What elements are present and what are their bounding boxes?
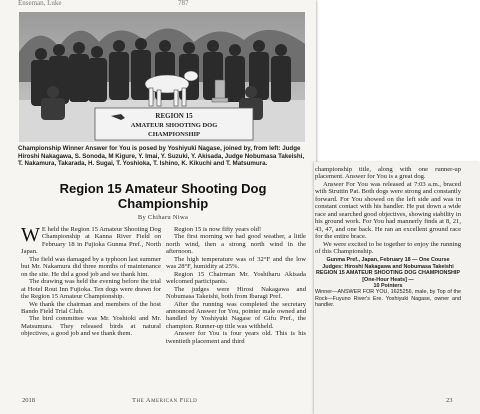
paragraph: After the running was completed the secretary announced Answer for You, pointer male owned and handled by Yoshiyuki Nagase of Gifu Pref., the champion. Runner-up title was withheld. [166, 300, 306, 330]
paragraph: The bird committee was Mr. Yoshioki and Mr. Matsumura. They released birds at natural objectives, a good job and we thank them. [21, 315, 161, 338]
paragraph: Region 15 Chairman Mr. Yoshiharu Akisada welcomed participants. [166, 270, 306, 286]
paragraph: championship title, along with one runner-up placement. Answer for You is a great dog. [315, 166, 461, 181]
paragraph: The judges were Hirosi Nakagawa and Nobumasa Takeishi, both from Ibaragi Pref. [166, 285, 306, 301]
article-headline: Region 15 Amateur Shooting Dog Championship [59, 181, 267, 211]
banner-line-3: CHAMPIONSHIP [148, 131, 200, 138]
paragraph-text: E held the Region 15 Amateur Shooting Dog Championship at Kanna River Field on February 18 in Fujioka Gunma Pref., North Japan. [21, 226, 161, 256]
results-winner: Winner—ANSWER FOR YOU, 1625256, male, by Top of the Rock—Fuyuno River's Ere. Yoshiyuki Nagase, owner and handler. [315, 289, 461, 309]
results-title: REGION 15 AMATEUR SHOOTING DOG CHAMPIONSHIP [One-Hour Heats] — [315, 270, 461, 283]
article-column-1 [21, 226, 161, 338]
banner-line-2: AMATEUR SHOOTING DOG [130, 122, 218, 129]
previous-page-number: 787 [178, 0, 189, 7]
drop-cap: W [21, 224, 40, 246]
paragraph: Answer for You is four years old. This is his twentieth placement and third [166, 330, 306, 345]
article-column-2 [166, 226, 306, 345]
article-column-3 [315, 166, 461, 309]
results-entries: 10 Pointers [373, 283, 403, 290]
results-judges: Judges: Hiroshi Nakagawa and Nobumasa Takeishi [322, 263, 454, 270]
paragraph: We thank the chairman and members of the host Bando Field Trial Club. [21, 300, 161, 315]
group-photo [19, 12, 305, 142]
paragraph: We were excited to be together to enjoy the running of this Championship. [315, 240, 461, 255]
paragraph: The field was damaged by a typhoon last summer but Mr. Nakamura did three months of maintenance on the site. He did a good job and we thank him. [21, 255, 161, 278]
photo-caption: Championship Winner Answer for You is posed by Yoshiyuki Nagase, joined by, from left: Judge Hiroshi Nakagawa, S. Sonoda, M Kigure, Y. Imai, Y. Suzuki, Y. Akisada, Judge Nobumasa Takeishi, T. Nakamura, Takarada, H. Sugai, T. Yoshioka, T. Ishino, K. Kikuchi and T. Matsumura. [18, 145, 305, 168]
results-location: Gunma Pref., Japan, February 18 — One Course [326, 257, 450, 264]
paragraph: The first morning we had good weather, a little north wind, then a strong north wind in the afternoon. [166, 233, 306, 256]
paragraph: The high temperature was of 32°F and the low was 28°F, humidity at 25%. [166, 255, 306, 271]
paragraph [21, 226, 161, 256]
paragraph: Region 15 is now fifty years old! [174, 226, 262, 233]
left-page-number: 2018 [22, 397, 35, 404]
right-page-number: 23 [446, 397, 453, 404]
magazine-name: The American Field [132, 397, 198, 404]
group-photo-graphic [19, 12, 305, 142]
previous-page-strip [18, 0, 304, 8]
paragraph: The drawing was held the evening before the trial at Hotel Rout Inn Fujioka. Ten dogs were drawn for the Region 15 Amateur Championship. [21, 278, 161, 301]
article-byline: By Chiharu Niwa [137, 214, 189, 221]
previous-page-text: Enseman, Luke [18, 0, 62, 7]
results-block [315, 257, 461, 308]
banner-line-1: REGION 15 [155, 112, 193, 120]
paragraph: Answer For You was released at 7:03 a.m., braced with Struttin Pat. Both dogs were strong and constantly forward. For You showed on the left side and was in constant contact with his handler. He put down a wide race and searched good objectives, showing stability in his ground work. For You had mannerly finds at 8, 21, 43, 47, and one back. He ran an excellent ground race for the entire brace. [315, 180, 461, 241]
